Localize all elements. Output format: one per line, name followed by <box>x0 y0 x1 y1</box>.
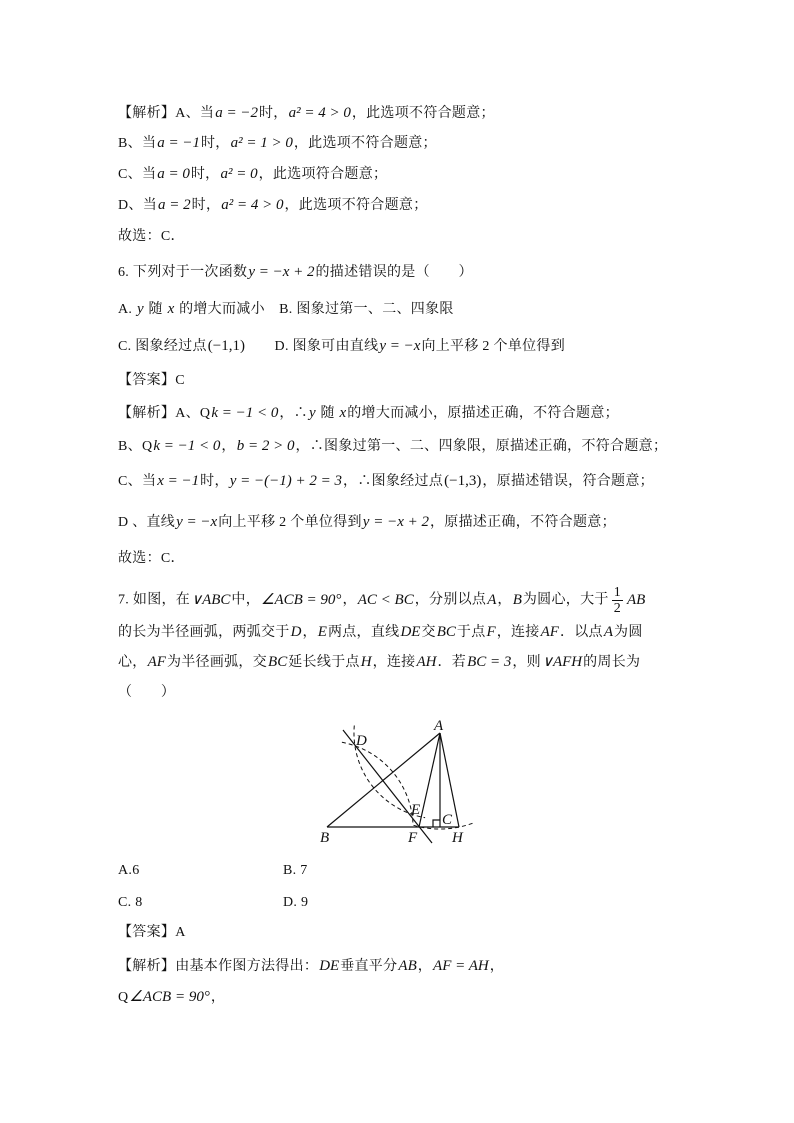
math-expression: y = −x + 2 <box>248 264 315 280</box>
text-run: ，连接 <box>496 625 540 640</box>
math-expression: ∠ACB = 90° <box>129 989 210 1005</box>
math-expression: A <box>487 591 497 608</box>
text-run: 于点 <box>456 625 486 640</box>
text-run: B、Q <box>118 439 153 454</box>
text-run: C、当 <box>118 167 157 182</box>
q6-stem <box>118 262 473 283</box>
text-run: ， <box>342 592 357 608</box>
math-expression: k = −1 < 0 <box>153 438 221 454</box>
text-run: 的描述错误的是（ ） <box>315 265 473 280</box>
text-run: 6. 下列对于一次函数 <box>118 265 248 280</box>
text-run: D. 图象可由直线 <box>245 339 379 354</box>
text-run: ，∴图象经过点 <box>343 474 444 489</box>
text-run: 向上平移 2 个单位得到 <box>218 515 362 530</box>
text-run: 【答案】A <box>118 925 186 940</box>
q5-conclusion <box>118 227 185 247</box>
math-expression: a² = 1 > 0 <box>230 135 293 151</box>
text-run: D、当 <box>118 198 158 213</box>
text-run: 故选：C． <box>118 551 185 566</box>
q7-analysis-line-2 <box>118 987 225 1008</box>
text-run: 随 <box>144 302 167 317</box>
math-expression: ∠ACB = 90° <box>261 591 342 608</box>
math-expression: E <box>317 624 327 640</box>
q7-stem-line-1 <box>118 585 646 616</box>
q6-analysis-line-a <box>118 403 619 424</box>
label-c: C <box>442 812 453 828</box>
text-run: 心， <box>118 655 147 670</box>
label-f: F <box>408 830 418 846</box>
math-expression: AB <box>398 958 417 974</box>
q7-option-d <box>283 893 308 913</box>
q5-analysis-line-d <box>118 195 428 216</box>
text-run: ，∴图象过第一、二、四象限，原描述正确，不符合题意； <box>295 439 668 454</box>
math-expression: AC < BC <box>357 591 414 608</box>
q5-analysis-line-b <box>118 133 437 154</box>
math-expression: y = −x <box>176 514 218 530</box>
text-run: ，原描述错误，符合题意； <box>482 474 654 489</box>
q5-analysis-line-a <box>118 103 495 124</box>
math-expression: x <box>167 301 175 317</box>
text-run: C. 图象经过点 <box>118 339 207 354</box>
q6-options-ab <box>118 299 454 320</box>
math-expression: b = 2 > 0 <box>236 438 295 454</box>
text-run: 【解析】A、Q <box>118 406 211 421</box>
text-run: ， <box>302 625 317 640</box>
text-run: ．以点 <box>559 625 603 640</box>
math-expression: (−1,1) <box>207 338 245 354</box>
math-expression: x <box>339 405 347 421</box>
q5-analysis-line-c <box>118 164 387 185</box>
math-expression: AF <box>540 624 559 640</box>
math-expression: F <box>486 624 496 640</box>
text-run: 时， <box>200 474 229 489</box>
math-expression: a = −1 <box>157 135 200 151</box>
math-expression: y = −(−1) + 2 = 3 <box>229 473 343 489</box>
math-expression: x = −1 <box>157 473 200 489</box>
text-run: A.6 <box>118 863 140 878</box>
text-run: ，此选项不符合题意； <box>351 106 495 121</box>
text-run: ，原描述正确，不符合题意； <box>429 515 616 530</box>
text-run: 【解析】A、当 <box>118 106 215 121</box>
text-run: 的长为半径画弧，两弧交于 <box>118 625 290 640</box>
text-run: ， <box>221 439 236 454</box>
text-run: ，分别以点 <box>414 592 487 608</box>
math-expression: a² = 4 > 0 <box>221 197 284 213</box>
text-run: 为圆心，大于 <box>522 592 609 608</box>
math-expression: BC = 3 <box>467 654 512 670</box>
segment-ba <box>327 733 440 827</box>
math-expression: H <box>360 654 372 670</box>
math-expression: D <box>290 624 302 640</box>
math-expression: ∨ABC <box>191 591 231 608</box>
text-run: 【答案】C <box>118 373 185 388</box>
q6-answer <box>118 371 185 391</box>
text-run: 时， <box>191 198 221 213</box>
text-run: 向上平移 2 个单位得到 <box>421 339 566 354</box>
text-run: ，此选项符合题意； <box>258 167 388 182</box>
math-expression: a² = 0 <box>220 166 258 182</box>
q6-analysis-line-b <box>118 436 667 457</box>
q6-options-cd <box>118 336 565 357</box>
text-run: ．若 <box>437 655 467 670</box>
q7-option-a <box>118 861 140 881</box>
text-run: 中， <box>231 592 261 608</box>
math-expression: DE <box>319 958 340 974</box>
label-b: B <box>320 830 330 846</box>
text-run: ， <box>489 959 505 974</box>
math-expression: y = −x <box>379 338 421 354</box>
text-run: 的增大而减小 B. 图象过第一、二、四象限 <box>175 302 454 317</box>
q6-analysis-line-c <box>118 471 654 492</box>
label-e: E <box>411 802 421 818</box>
text-run: B. 7 <box>283 863 308 878</box>
math-expression: a = 2 <box>158 197 191 213</box>
math-expression: y <box>308 405 316 421</box>
q7-stem-line-2 <box>118 622 643 643</box>
text-run: D 、直线 <box>118 515 176 530</box>
text-run: 为圆 <box>614 625 643 640</box>
text-run: 的增大而减小，原描述正确，不符合题意； <box>347 406 619 421</box>
q6-conclusion <box>118 549 185 569</box>
text-run: 7. 如图，在 <box>118 592 191 608</box>
math-expression: k = −1 < 0 <box>211 405 279 421</box>
text-run: 两点，直线 <box>327 625 400 640</box>
label-h: H <box>452 830 463 846</box>
text-run: C、当 <box>118 474 157 489</box>
q7-answer <box>118 923 186 943</box>
text-run: D. 9 <box>283 895 309 910</box>
math-expression: AF = AH <box>433 958 489 974</box>
math-expression: AF <box>147 654 166 670</box>
math-expression: a = 0 <box>157 166 190 182</box>
text-run: Q <box>118 990 129 1005</box>
math-expression: (−1,3) <box>444 473 482 489</box>
q7-stem-line-3 <box>118 652 640 673</box>
text-run: 【解析】由基本作图方法得出： <box>118 959 319 974</box>
q6-analysis-line-d <box>118 512 616 533</box>
fraction-denominator: 2 <box>613 601 621 616</box>
text-run: B、当 <box>118 136 157 151</box>
text-run: ，则 <box>512 655 541 670</box>
text-run: C. 8 <box>118 895 143 910</box>
label-d: D <box>356 733 367 749</box>
math-expression: DE <box>400 624 421 640</box>
text-run: 时， <box>190 167 220 182</box>
math-expression: y <box>137 301 144 317</box>
q7-option-c <box>118 893 143 913</box>
text-run: ，∴ <box>279 406 308 421</box>
text-run: ，此选项不符合题意； <box>284 198 428 213</box>
math-expression: ∨AFH <box>541 654 583 670</box>
q7-geometry-figure <box>300 710 490 855</box>
text-run: ， <box>497 592 512 608</box>
text-run: 时， <box>201 136 230 151</box>
label-a: A <box>434 718 444 734</box>
q7-stem-line-4 <box>118 683 175 703</box>
fraction-numerator: 1 <box>613 585 621 600</box>
text-run: A. <box>118 302 137 317</box>
text-run: ，连接 <box>372 655 416 670</box>
text-run: 延长线于点 <box>288 655 360 670</box>
text-run: （ ） <box>118 685 176 700</box>
math-expression: AH <box>416 654 437 670</box>
math-expression: y = −x + 2 <box>362 514 429 530</box>
math-expression: A <box>603 624 614 640</box>
text-run: 为半径画弧，交 <box>166 655 268 670</box>
math-expression: a = −2 <box>215 105 258 121</box>
fraction <box>612 585 623 616</box>
text-run: 的周长为 <box>583 655 641 670</box>
text-run: 故选：C． <box>118 229 185 244</box>
arc-centered-b <box>342 742 413 822</box>
text-run: 交 <box>421 625 436 640</box>
math-expression: BC <box>268 654 288 670</box>
text-run: ， <box>417 959 433 974</box>
text-run: 随 <box>316 406 339 421</box>
q7-option-b <box>283 861 308 881</box>
math-expression: B <box>512 591 522 608</box>
math-expression: AB <box>627 591 646 608</box>
text-run: ， <box>210 990 226 1005</box>
text-run: 时， <box>258 106 288 121</box>
text-run: ，此选项不符合题意； <box>293 136 437 151</box>
right-angle-mark <box>433 820 440 827</box>
q7-analysis-line-1 <box>118 956 504 977</box>
math-expression: BC <box>436 624 456 640</box>
math-expression: a² = 4 > 0 <box>288 105 351 121</box>
text-run: 垂直平分 <box>340 959 398 974</box>
